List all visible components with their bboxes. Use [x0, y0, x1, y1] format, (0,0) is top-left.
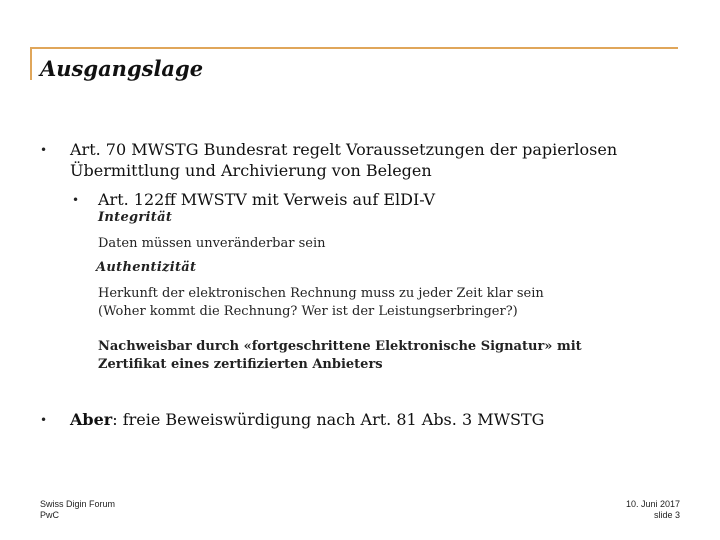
integrity-text: Daten müssen unveränderbar sein	[98, 236, 326, 251]
footer-company: PwC	[40, 510, 60, 520]
sub-bullet-marker: •	[72, 193, 80, 207]
bullet-2-bold: Aber	[70, 410, 113, 429]
bullet-2-text	[70, 409, 544, 430]
bullet-1-line-1: Art. 70 MWSTG Bundesrat regelt Voraussetzungen der papierlosen	[70, 140, 618, 159]
authenticity-heading: Authentizität	[96, 260, 197, 275]
title-frame-top-rule	[30, 47, 678, 49]
signature-line-1: Nachweisbar durch «fortgeschrittene Elektronische Signatur» mit	[98, 339, 582, 354]
footer-date: 10. Juni 2017	[625, 499, 680, 509]
bullet-1-line-2: Übermittlung und Archivierung von Belegen	[70, 161, 432, 180]
authenticity-line-2: (Woher kommt die Rechnung? Wer ist der Leistungserbringer?)	[98, 304, 518, 319]
bullet-2-rest: : freie Beweiswürdigung nach Art. 81 Abs. 3 MWSTG	[112, 410, 545, 429]
authenticity-line-1: Herkunft der elektronischen Rechnung muss zu jeder Zeit klar sein	[98, 286, 544, 301]
sub-bullet-text: Art. 122ff MWSTV mit Verweis auf ElDI-V	[98, 190, 436, 209]
signature-line-2: Zertifikat eines zertifizierten Anbieters	[98, 357, 383, 372]
footer-right	[626, 499, 680, 521]
bullet-1-text	[70, 139, 670, 181]
bullet-marker: •	[40, 413, 48, 427]
slide-title: Ausgangslage	[40, 56, 204, 81]
integrity-heading: Integrität	[98, 210, 173, 225]
bullet-marker: •	[40, 143, 48, 157]
footer-organizer: Swiss Digin Forum	[40, 499, 116, 509]
title-frame-left-rule	[30, 47, 32, 80]
footer-left	[40, 499, 115, 521]
footer-slide-number: slide 3	[653, 510, 680, 520]
